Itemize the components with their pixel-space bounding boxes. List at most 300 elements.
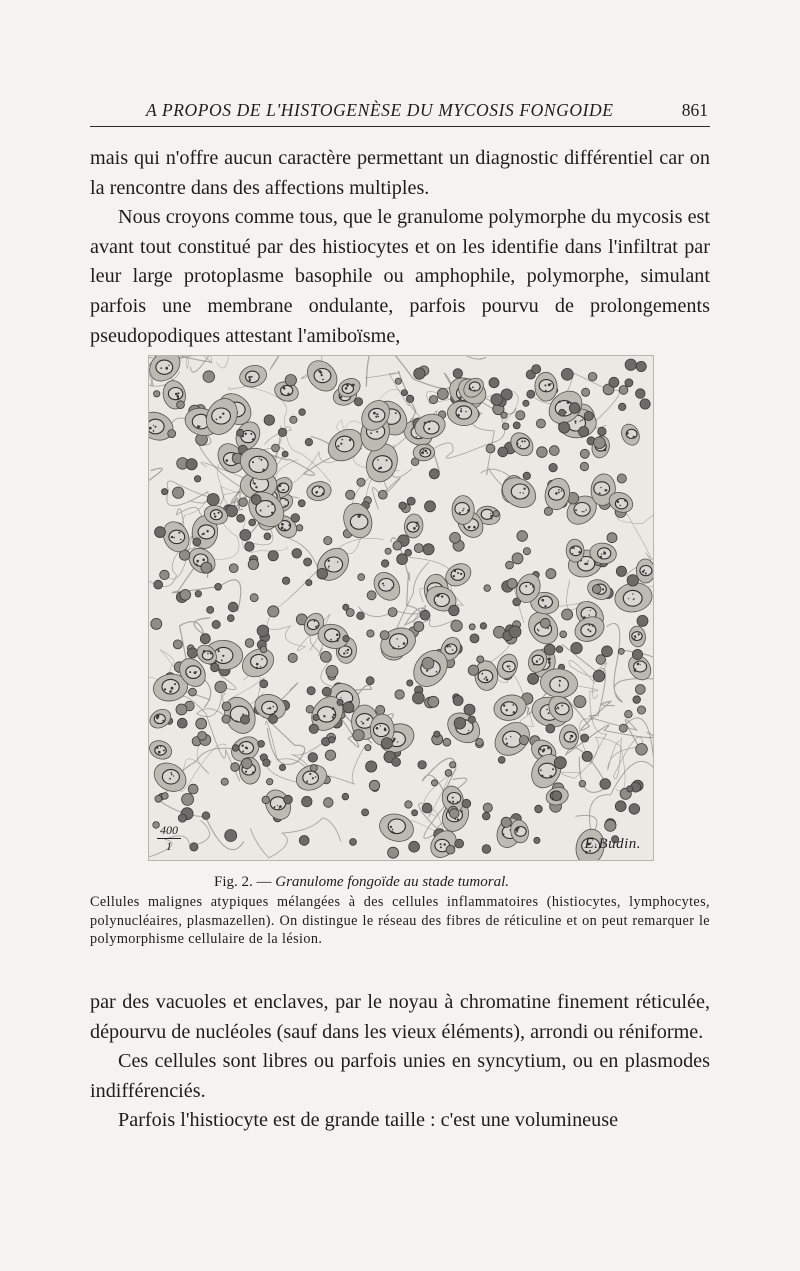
lymphocyte-cell <box>636 744 648 756</box>
lymphocyte-cell <box>376 705 385 714</box>
lymphocyte-cell <box>229 564 238 573</box>
lymphocyte-cell <box>353 730 364 741</box>
lymphocyte-cell <box>462 799 471 808</box>
lymphocyte-cell <box>477 656 484 663</box>
lymphocyte-cell <box>264 533 271 540</box>
lymphocyte-cell <box>380 631 389 640</box>
lymphocyte-cell <box>536 419 545 428</box>
lymphocyte-cell <box>468 716 475 723</box>
histiocyte-cell <box>474 660 499 691</box>
lymphocyte-cell <box>366 677 374 685</box>
lymphocyte-cell <box>501 817 511 827</box>
histiocyte-cell <box>237 643 279 682</box>
lymphocyte-cell <box>450 532 461 543</box>
lymphocyte-cell <box>279 764 285 770</box>
paragraph: mais qui n'offre aucun caractère permettant un diagnostic différentiel car on la rencontre dans des affections multiples. <box>90 147 710 199</box>
histiocyte-cell <box>261 786 296 824</box>
lymphocyte-cell <box>429 396 437 404</box>
lymphocyte-cell <box>262 796 270 804</box>
lymphocyte-cell <box>637 706 645 714</box>
lymphocyte-cell <box>367 630 374 637</box>
lymphocyte-cell <box>431 780 437 786</box>
lymphocyte-cell <box>632 649 642 659</box>
lymphocyte-cell <box>288 653 297 662</box>
lymphocyte-cell <box>535 805 543 813</box>
histiocyte-cell <box>534 372 557 402</box>
lymphocyte-cell <box>559 409 566 416</box>
lymphocyte-cell <box>342 793 349 800</box>
histiocyte-cell <box>618 421 642 448</box>
lymphocyte-cell <box>212 620 220 628</box>
lymphocyte-cell <box>308 753 317 762</box>
histiocyte-cell <box>488 716 535 762</box>
lymphocyte-cell <box>468 665 478 675</box>
lymphocyte-cell <box>173 640 182 649</box>
lymphocyte-cell <box>513 422 520 429</box>
lymphocyte-cell <box>245 542 254 551</box>
lymphocyte-cell <box>598 427 606 435</box>
histiocyte-cell <box>506 428 537 460</box>
lymphocyte-cell <box>222 702 231 711</box>
magnification-mark <box>157 824 181 853</box>
lymphocyte-cell <box>321 651 332 662</box>
lymphocyte-cell <box>187 648 197 658</box>
lymphocyte-cell <box>202 812 210 820</box>
lymphocyte-cell <box>627 786 633 792</box>
lymphocyte-cell <box>469 624 475 630</box>
lymphocyte-cell <box>299 836 309 846</box>
lymphocyte-cell <box>290 416 297 423</box>
lymphocyte-cell <box>362 809 369 816</box>
lymphocyte-cell <box>537 447 548 458</box>
lymphocyte-cell <box>298 500 305 507</box>
lymphocyte-cell <box>409 841 420 852</box>
lymphocyte-cell <box>506 561 514 569</box>
lymphocyte-cell <box>306 580 312 586</box>
lymphocyte-cell <box>325 750 335 760</box>
lymphocyte-cell <box>414 368 425 379</box>
lymphocyte-cell <box>173 487 184 498</box>
histiocyte-cell <box>369 567 405 605</box>
lymphocyte-cell <box>412 810 418 816</box>
running-title: A PROPOS DE L'HISTOGENÈSE DU MYCOSIS FONGOIDE <box>146 100 614 120</box>
lymphocyte-cell <box>580 462 588 470</box>
lymphocyte-cell <box>221 778 228 785</box>
lymphocyte-cell <box>237 429 244 436</box>
lymphocyte-cell <box>346 490 355 499</box>
lymphocyte-cell <box>401 390 407 396</box>
lymphocyte-cell <box>455 839 464 848</box>
lymphocyte-cell <box>231 763 240 772</box>
lymphocyte-cell <box>324 537 332 545</box>
lymphocyte-cell <box>615 801 626 812</box>
histiocyte-cell <box>628 625 646 648</box>
lymphocyte-cell <box>446 845 455 854</box>
lymphocyte-cell <box>470 634 479 643</box>
lymphocyte-cell <box>579 780 586 787</box>
lymphocyte-cell <box>343 604 349 610</box>
lymphocyte-cell <box>562 609 573 620</box>
lymphocyte-cell <box>484 585 491 592</box>
lymphocyte-cell <box>337 699 343 705</box>
lymphocyte-cell <box>523 472 530 479</box>
lymphocyte-cell <box>523 548 530 555</box>
lymphocyte-cell <box>200 634 210 644</box>
lymphocyte-cell <box>168 430 176 438</box>
lymphocyte-cell <box>257 625 269 637</box>
lymphocyte-cell <box>392 758 401 767</box>
lymphocyte-cell <box>425 501 436 512</box>
lymphocyte-cell <box>546 569 556 579</box>
lymphocyte-cell <box>616 566 626 576</box>
lymphocyte-cell <box>574 696 586 708</box>
lymphocyte-cell <box>186 459 197 470</box>
lymphocyte-cell <box>188 784 198 794</box>
lymphocyte-cell <box>193 538 201 546</box>
lymphocyte-cell <box>560 631 567 638</box>
lymphocyte-cell <box>600 779 611 790</box>
lymphocyte-cell <box>228 602 238 612</box>
lymphocyte-cell <box>445 770 452 777</box>
lymphocyte-cell <box>284 795 293 804</box>
lymphocyte-cell <box>296 525 302 531</box>
lymphocyte-cell <box>636 361 646 371</box>
lymphocyte-cell <box>607 533 617 543</box>
figure-caption <box>214 874 509 891</box>
lymphocyte-cell <box>151 618 162 629</box>
lymphocyte-cell <box>491 394 503 406</box>
lymphocyte-cell <box>559 422 570 433</box>
lymphocyte-cell <box>239 498 248 507</box>
lymphocyte-cell <box>516 411 525 420</box>
lymphocyte-cell <box>501 412 507 418</box>
lymphocyte-cell <box>354 398 362 406</box>
lymphocyte-cell <box>556 646 563 653</box>
lymphocyte-cell <box>322 687 331 696</box>
lymphocyte-cell <box>329 737 335 743</box>
lymphocyte-cell <box>162 489 168 495</box>
lymphocyte-cell <box>619 724 627 732</box>
lymphocyte-cell <box>640 399 650 409</box>
lymphocyte-cell <box>584 411 593 420</box>
lymphocyte-cell <box>302 796 312 806</box>
lymphocyte-cell <box>546 724 555 733</box>
figure-label: Fig. 2. — <box>214 874 272 890</box>
lymphocyte-cell <box>406 395 413 402</box>
lymphocyte-cell <box>569 403 580 414</box>
lymphocyte-cell <box>397 554 408 565</box>
lymphocyte-cell <box>222 715 230 723</box>
histiocyte-cell <box>413 444 435 461</box>
lymphocyte-cell <box>579 427 589 437</box>
lymphocyte-cell <box>619 403 626 410</box>
lymphocyte-cell <box>561 368 573 380</box>
lymphocyte-cell <box>519 736 528 745</box>
lymphocyte-cell <box>269 715 278 724</box>
lymphocyte-cell <box>414 544 423 553</box>
lymphocyte-cell <box>196 718 207 729</box>
lymphocyte-cell <box>571 642 582 653</box>
lymphocyte-cell <box>450 762 456 768</box>
lymphocyte-cell <box>203 371 215 383</box>
lymphocyte-cell <box>422 803 432 813</box>
lymphocyte-cell <box>633 696 641 704</box>
paragraph: Ces cellules sont libres ou parfois unies en syncytium, ou en plasmodes indifférenciés. <box>90 1050 710 1102</box>
lymphocyte-cell <box>493 511 499 517</box>
lymphocyte-cell <box>582 751 592 761</box>
histiocyte-cell <box>149 706 174 732</box>
lymphocyte-cell <box>498 757 505 764</box>
page-number: 861 <box>681 100 708 120</box>
lymphocyte-cell <box>227 615 234 622</box>
histology-figure <box>148 355 654 861</box>
lymphocyte-cell <box>483 803 492 812</box>
lymphocyte-cell <box>367 591 376 600</box>
lymphocyte-cell <box>365 745 371 751</box>
lymphocyte-cell <box>385 548 391 554</box>
lymphocyte-cell <box>215 681 227 693</box>
lymphocyte-cell <box>629 804 640 815</box>
lymphocyte-cell <box>449 605 459 615</box>
lymphocyte-cell <box>369 780 379 790</box>
text-before-figure <box>90 144 710 351</box>
lymphocyte-cell <box>307 687 315 695</box>
lymphocyte-cell <box>554 757 566 769</box>
lymphocyte-cell <box>207 606 214 613</box>
lymphocyte-cell <box>517 531 528 542</box>
lymphocyte-cell <box>512 553 523 564</box>
lymphocyte-cell <box>176 704 187 715</box>
lymphocyte-cell <box>580 449 589 458</box>
lymphocyte-cell <box>480 623 486 629</box>
histiocyte-cell <box>149 737 174 762</box>
lymphocyte-cell <box>267 779 273 785</box>
lymphocyte-cell <box>418 761 426 769</box>
lymphocyte-cell <box>180 590 191 601</box>
artist-signature: E.Budin. <box>584 836 641 852</box>
lymphocyte-cell <box>154 391 160 397</box>
lymphocyte-cell <box>189 688 197 696</box>
lymphocyte-cell <box>237 514 245 522</box>
lymphocyte-cell <box>278 428 286 436</box>
lymphocyte-cell <box>263 759 270 766</box>
lymphocyte-cell <box>395 378 401 384</box>
lymphocyte-cell <box>544 644 555 655</box>
lymphocyte-cell <box>251 495 261 505</box>
paragraph: Parfois l'histiocyte est de grande taille : c'est une volumineuse <box>118 1109 619 1132</box>
lymphocyte-cell <box>201 562 212 573</box>
lymphocyte-cell <box>414 622 424 632</box>
lymphocyte-cell <box>357 478 365 486</box>
lymphocyte-cell <box>207 494 219 506</box>
histiocyte-cell <box>542 476 572 512</box>
lymphocyte-cell <box>195 591 201 597</box>
histiocyte-cell <box>452 495 475 524</box>
lymphocyte-cell <box>248 559 258 569</box>
lymphocyte-cell <box>625 359 636 370</box>
text-after-figure <box>90 988 710 1136</box>
lymphocyte-cell <box>358 574 365 581</box>
lymphocyte-cell <box>194 476 200 482</box>
lymphocyte-cell <box>453 696 463 706</box>
lymphocyte-cell <box>476 738 483 745</box>
lymphocyte-cell <box>450 809 460 819</box>
lymphocyte-cell <box>464 704 475 715</box>
lymphocyte-cell <box>305 438 312 445</box>
lymphocyte-cell <box>588 372 597 381</box>
lymphocyte-cell <box>215 583 222 590</box>
figure-legend: Cellules malignes atypiques mélangées à des cellules inflammatoires (histiocytes, lymphocytes, polynucléaires, plasmazellen). On distingue le réseau des fibres de réticuline et on peut remarquer le polymorphisme cellulaire de la lésion. <box>90 894 710 947</box>
lymphocyte-cell <box>413 692 425 704</box>
histiocyte-cell <box>376 810 417 845</box>
lymphocyte-cell <box>605 820 616 831</box>
lymphocyte-cell <box>190 843 198 851</box>
lymphocyte-cell <box>549 463 557 471</box>
lymphocyte-cell <box>617 474 626 483</box>
lymphocyte-cell <box>549 446 559 456</box>
lymphocyte-cell <box>260 680 268 688</box>
paragraph: par des vacuoles et enclaves, par le noyau à chromatine finement réticulée, dépourvu de nucléoles (sauf dans les vieux éléments), arrondi ou réniforme. <box>90 991 710 1043</box>
lymphocyte-cell <box>242 758 252 768</box>
lymphocyte-cell <box>423 544 434 555</box>
lymphocyte-cell <box>268 606 279 617</box>
lymphocyte-cell <box>527 390 535 398</box>
reticulin-fibre <box>250 818 340 858</box>
lymphocyte-cell <box>177 401 185 409</box>
lymphocyte-cell <box>155 795 162 802</box>
lymphocyte-cell <box>240 530 251 541</box>
lymphocyte-cell <box>594 437 606 449</box>
lymphocyte-cell <box>609 377 619 387</box>
paragraph: Nous croyons comme tous, que le granulome polymorphe du mycosis est avant tout constitué par des histiocytes et on les identifie dans l'infiltrat par leur large protoplasme basophile ou amphophile, polymorphe, simulant parfois une membrane ondulante, parfois pourvu de prolongements pseudopodiques attestant l'amiboïsme, <box>90 206 710 347</box>
lymphocyte-cell <box>502 423 509 430</box>
lymphocyte-cell <box>528 673 539 684</box>
lymphocyte-cell <box>245 639 254 648</box>
lymphocyte-cell <box>482 845 491 854</box>
lymphocyte-cell <box>198 731 207 740</box>
lymphocyte-cell <box>393 541 402 550</box>
magnification-value: 400 <box>160 823 178 837</box>
lymphocyte-cell <box>154 580 163 589</box>
lymphocyte-cell <box>162 793 169 800</box>
lymphocyte-cell <box>593 670 605 682</box>
lymphocyte-cell <box>268 551 278 561</box>
lymphocyte-cell <box>532 365 541 374</box>
lymphocyte-cell <box>618 648 624 654</box>
lymphocyte-cell <box>225 830 237 842</box>
lymphocyte-cell <box>422 657 434 669</box>
histiocyte-cell <box>497 472 541 514</box>
lymphocyte-cell <box>291 514 300 523</box>
lymphocyte-cell <box>211 663 219 671</box>
lymphocyte-cell <box>405 801 412 808</box>
lymphocyte-cell <box>428 696 439 707</box>
lymphocyte-cell <box>317 568 328 579</box>
lymphocyte-cell <box>437 389 448 400</box>
lymphocyte-cell <box>625 710 633 718</box>
lymphocyte-cell <box>619 386 628 395</box>
lymphocyte-cell <box>357 612 365 620</box>
lymphocyte-cell <box>282 577 289 584</box>
lymphocyte-cell <box>498 447 508 457</box>
lymphocyte-cell <box>304 558 312 566</box>
lymphocyte-cell <box>625 379 633 387</box>
lymphocyte-cell <box>420 610 430 620</box>
lymphocyte-cell <box>326 665 338 677</box>
lymphocyte-cell <box>160 570 169 579</box>
lymphocyte-cell <box>635 685 645 695</box>
lymphocyte-cell <box>627 575 638 586</box>
lymphocyte-cell <box>182 793 194 805</box>
reticulin-fibre <box>149 468 162 535</box>
lymphocyte-cell <box>178 814 186 822</box>
lymphocyte-cell <box>366 761 377 772</box>
lymphocyte-cell <box>285 375 296 386</box>
lymphocyte-cell <box>350 839 357 846</box>
histiocyte-cell <box>311 542 355 587</box>
magnification-denominator: 1 <box>166 839 172 853</box>
lymphocyte-cell <box>381 560 388 567</box>
lymphocyte-cell <box>282 451 288 457</box>
histology-illustration <box>149 356 653 860</box>
lymphocyte-cell <box>540 618 550 628</box>
lymphocyte-cell <box>292 549 302 559</box>
lymphocyte-cell <box>249 519 256 526</box>
lymphocyte-cell <box>596 655 606 665</box>
histiocyte-cell <box>237 362 269 390</box>
lymphocyte-cell <box>486 444 495 453</box>
lymphocyte-cell <box>378 490 387 499</box>
lymphocyte-cell <box>399 502 406 509</box>
lymphocyte-cell <box>388 847 399 858</box>
lymphocyte-cell <box>453 369 462 378</box>
lymphocyte-cell <box>299 409 306 416</box>
running-head <box>90 96 710 127</box>
lymphocyte-cell <box>232 745 239 752</box>
lymphocyte-cell <box>313 714 319 720</box>
lymphocyte-cell <box>582 388 590 396</box>
lymphocyte-cell <box>443 738 451 746</box>
lymphocyte-cell <box>395 690 404 699</box>
lymphocyte-cell <box>388 608 397 617</box>
reticulin-fibre <box>608 737 643 779</box>
lymphocyte-cell <box>507 579 517 589</box>
histiocyte-cell <box>149 407 177 445</box>
lymphocyte-cell <box>407 497 415 505</box>
lymphocyte-cell <box>552 791 562 801</box>
lymphocyte-cell <box>310 765 317 772</box>
lymphocyte-cell <box>407 680 413 686</box>
lymphocyte-cell <box>637 615 648 626</box>
reticulin-fibre <box>424 356 486 359</box>
lymphocyte-cell <box>454 717 466 729</box>
lymphocyte-cell <box>177 718 187 728</box>
lymphocyte-cell <box>343 702 354 713</box>
lymphocyte-cell <box>258 740 265 747</box>
lymphocyte-cell <box>343 635 349 641</box>
lymphocyte-cell <box>434 731 440 737</box>
lymphocyte-cell <box>581 734 589 742</box>
lymphocyte-cell <box>250 594 258 602</box>
lymphocyte-cell <box>592 585 601 594</box>
lymphocyte-cell <box>324 798 334 808</box>
lymphocyte-cell <box>155 527 166 538</box>
lymphocyte-cell <box>489 378 499 388</box>
lymphocyte-cell <box>636 389 646 399</box>
lymphocyte-cell <box>240 715 249 724</box>
lymphocyte-cell <box>534 837 540 843</box>
lymphocyte-cell <box>509 626 521 638</box>
